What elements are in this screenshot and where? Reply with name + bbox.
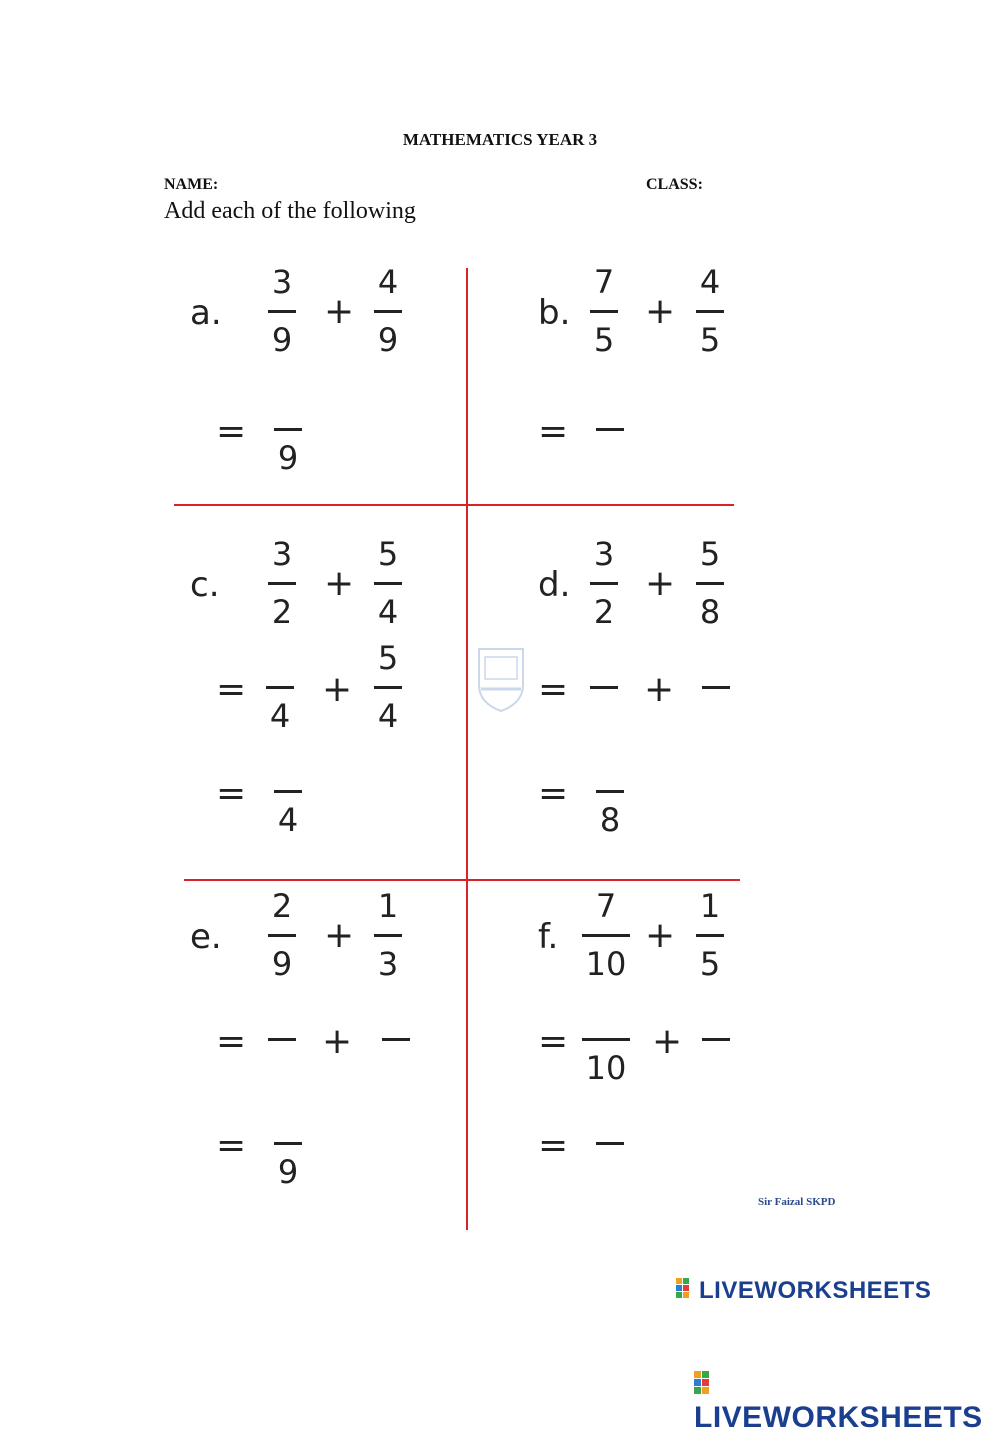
plus-sign: + xyxy=(322,669,353,710)
step-fraction-e-2[interactable] xyxy=(374,994,418,1086)
numerator: 5 xyxy=(699,535,721,573)
answer-fraction-a xyxy=(266,384,310,476)
fraction-bar xyxy=(590,686,618,689)
numerator: 1 xyxy=(377,887,399,925)
denominator: 4 xyxy=(377,697,399,735)
fraction-bar xyxy=(268,582,296,585)
fraction-bar xyxy=(268,310,296,313)
equals-sign: = xyxy=(538,773,569,814)
liveworksheets-icon xyxy=(676,1278,696,1304)
equals-sign: = xyxy=(216,669,247,710)
question-label-c: c. xyxy=(190,565,220,605)
class-label: CLASS: xyxy=(646,176,703,193)
step-fraction-f-2[interactable] xyxy=(694,994,738,1086)
fraction-bar xyxy=(582,934,630,937)
fraction-c-1 xyxy=(260,535,304,631)
numerator: 5 xyxy=(377,535,399,573)
fraction-bar xyxy=(582,1038,630,1041)
denominator: 9 xyxy=(271,321,293,359)
fraction-a-2 xyxy=(366,263,410,359)
author-signature: Sir Faizal SKPD xyxy=(758,1196,836,1208)
denominator: 4 xyxy=(377,593,399,631)
numerator: 3 xyxy=(271,263,293,301)
liveworksheets-logo-lower xyxy=(694,1371,1000,1435)
numerator: 3 xyxy=(593,535,615,573)
numerator: 4 xyxy=(377,263,399,301)
answer-fraction-c xyxy=(266,746,310,838)
equals-sign: = xyxy=(538,1021,569,1062)
denominator: 9 xyxy=(277,439,299,477)
fraction-bar xyxy=(596,428,624,431)
fraction-b-1 xyxy=(582,263,626,359)
question-label-d: d. xyxy=(538,565,571,605)
fraction-bar xyxy=(374,582,402,585)
numerator: 1 xyxy=(699,887,721,925)
center-divider xyxy=(466,268,468,1230)
denominator: 9 xyxy=(277,1153,299,1191)
instruction-text: Add each of the following xyxy=(164,198,416,224)
numerator: 7 xyxy=(593,263,615,301)
fraction-b-2 xyxy=(688,263,732,359)
denominator: 10 xyxy=(585,1049,627,1087)
plus-sign: + xyxy=(322,1021,353,1062)
fraction-bar xyxy=(374,310,402,313)
question-label-a: a. xyxy=(190,293,222,333)
plus-sign: + xyxy=(645,291,676,332)
numerator: 3 xyxy=(271,535,293,573)
fraction-bar xyxy=(274,790,302,793)
brand-text: LIVEWORKSHEETS xyxy=(694,1401,983,1434)
denominator: 2 xyxy=(271,593,293,631)
plus-sign: + xyxy=(324,563,355,604)
fraction-bar xyxy=(590,310,618,313)
fraction-bar xyxy=(274,428,302,431)
fraction-f-2 xyxy=(688,887,732,983)
fraction-bar xyxy=(696,582,724,585)
denominator: 9 xyxy=(377,321,399,359)
liveworksheets-icon xyxy=(694,1371,716,1401)
fraction-e-1 xyxy=(260,887,304,983)
fraction-bar xyxy=(590,582,618,585)
step-fraction-d-2[interactable] xyxy=(694,642,738,734)
denominator: 3 xyxy=(377,945,399,983)
numerator: 2 xyxy=(271,887,293,925)
answer-fraction-f[interactable] xyxy=(588,1098,632,1190)
step-fraction-f-1 xyxy=(578,994,634,1086)
row-divider-2 xyxy=(184,879,740,881)
denominator: 5 xyxy=(699,945,721,983)
fraction-bar xyxy=(268,1038,296,1041)
plus-sign: + xyxy=(324,915,355,956)
fraction-bar xyxy=(696,934,724,937)
worksheet-title: MATHEMATICS YEAR 3 xyxy=(402,130,598,149)
fraction-bar xyxy=(382,1038,410,1041)
fraction-bar xyxy=(274,1142,302,1145)
brand-text: LIVEWORKSHEETS xyxy=(699,1277,932,1304)
fraction-e-2 xyxy=(366,887,410,983)
answer-fraction-d xyxy=(588,746,632,838)
denominator: 2 xyxy=(593,593,615,631)
step-fraction-c-1 xyxy=(258,642,302,734)
denominator: 5 xyxy=(593,321,615,359)
numerator: 7 xyxy=(595,887,617,925)
step-fraction-e-1[interactable] xyxy=(260,994,304,1086)
denominator: 5 xyxy=(699,321,721,359)
equals-sign: = xyxy=(216,773,247,814)
denominator: 8 xyxy=(699,593,721,631)
denominator: 4 xyxy=(269,697,291,735)
equals-sign: = xyxy=(216,411,247,452)
denominator: 10 xyxy=(585,945,627,983)
answer-fraction-e xyxy=(266,1098,310,1190)
plus-sign: + xyxy=(645,915,676,956)
question-label-b: b. xyxy=(538,293,571,333)
fraction-bar xyxy=(702,686,730,689)
answer-fraction-b[interactable] xyxy=(588,384,632,476)
plus-sign: + xyxy=(644,669,675,710)
plus-sign: + xyxy=(652,1021,683,1062)
equals-sign: = xyxy=(216,1125,247,1166)
row-divider-1 xyxy=(174,504,734,506)
fraction-bar xyxy=(596,1142,624,1145)
fraction-bar xyxy=(596,790,624,793)
fraction-bar xyxy=(266,686,294,689)
fraction-bar xyxy=(702,1038,730,1041)
equals-sign: = xyxy=(538,669,569,710)
fraction-bar xyxy=(374,934,402,937)
plus-sign: + xyxy=(324,291,355,332)
liveworksheets-logo-upper xyxy=(676,1277,931,1305)
fraction-bar xyxy=(268,934,296,937)
equals-sign: = xyxy=(538,1125,569,1166)
plus-sign: + xyxy=(645,563,676,604)
step-fraction-c-2 xyxy=(366,639,410,735)
denominator: 9 xyxy=(271,945,293,983)
fraction-a-1 xyxy=(260,263,304,359)
name-label: NAME: xyxy=(164,176,219,193)
question-label-f: f. xyxy=(538,917,559,957)
fraction-f-1 xyxy=(578,887,634,983)
numerator: 5 xyxy=(377,639,399,677)
equals-sign: = xyxy=(216,1021,247,1062)
fraction-d-1 xyxy=(582,535,626,631)
equals-sign: = xyxy=(538,411,569,452)
step-fraction-d-1[interactable] xyxy=(582,642,626,734)
question-label-e: e. xyxy=(190,917,222,957)
fraction-d-2 xyxy=(688,535,732,631)
fraction-bar xyxy=(696,310,724,313)
school-seal-watermark xyxy=(473,645,529,713)
denominator: 8 xyxy=(599,801,621,839)
numerator: 4 xyxy=(699,263,721,301)
fraction-c-2 xyxy=(366,535,410,631)
denominator: 4 xyxy=(277,801,299,839)
fraction-bar xyxy=(374,686,402,689)
